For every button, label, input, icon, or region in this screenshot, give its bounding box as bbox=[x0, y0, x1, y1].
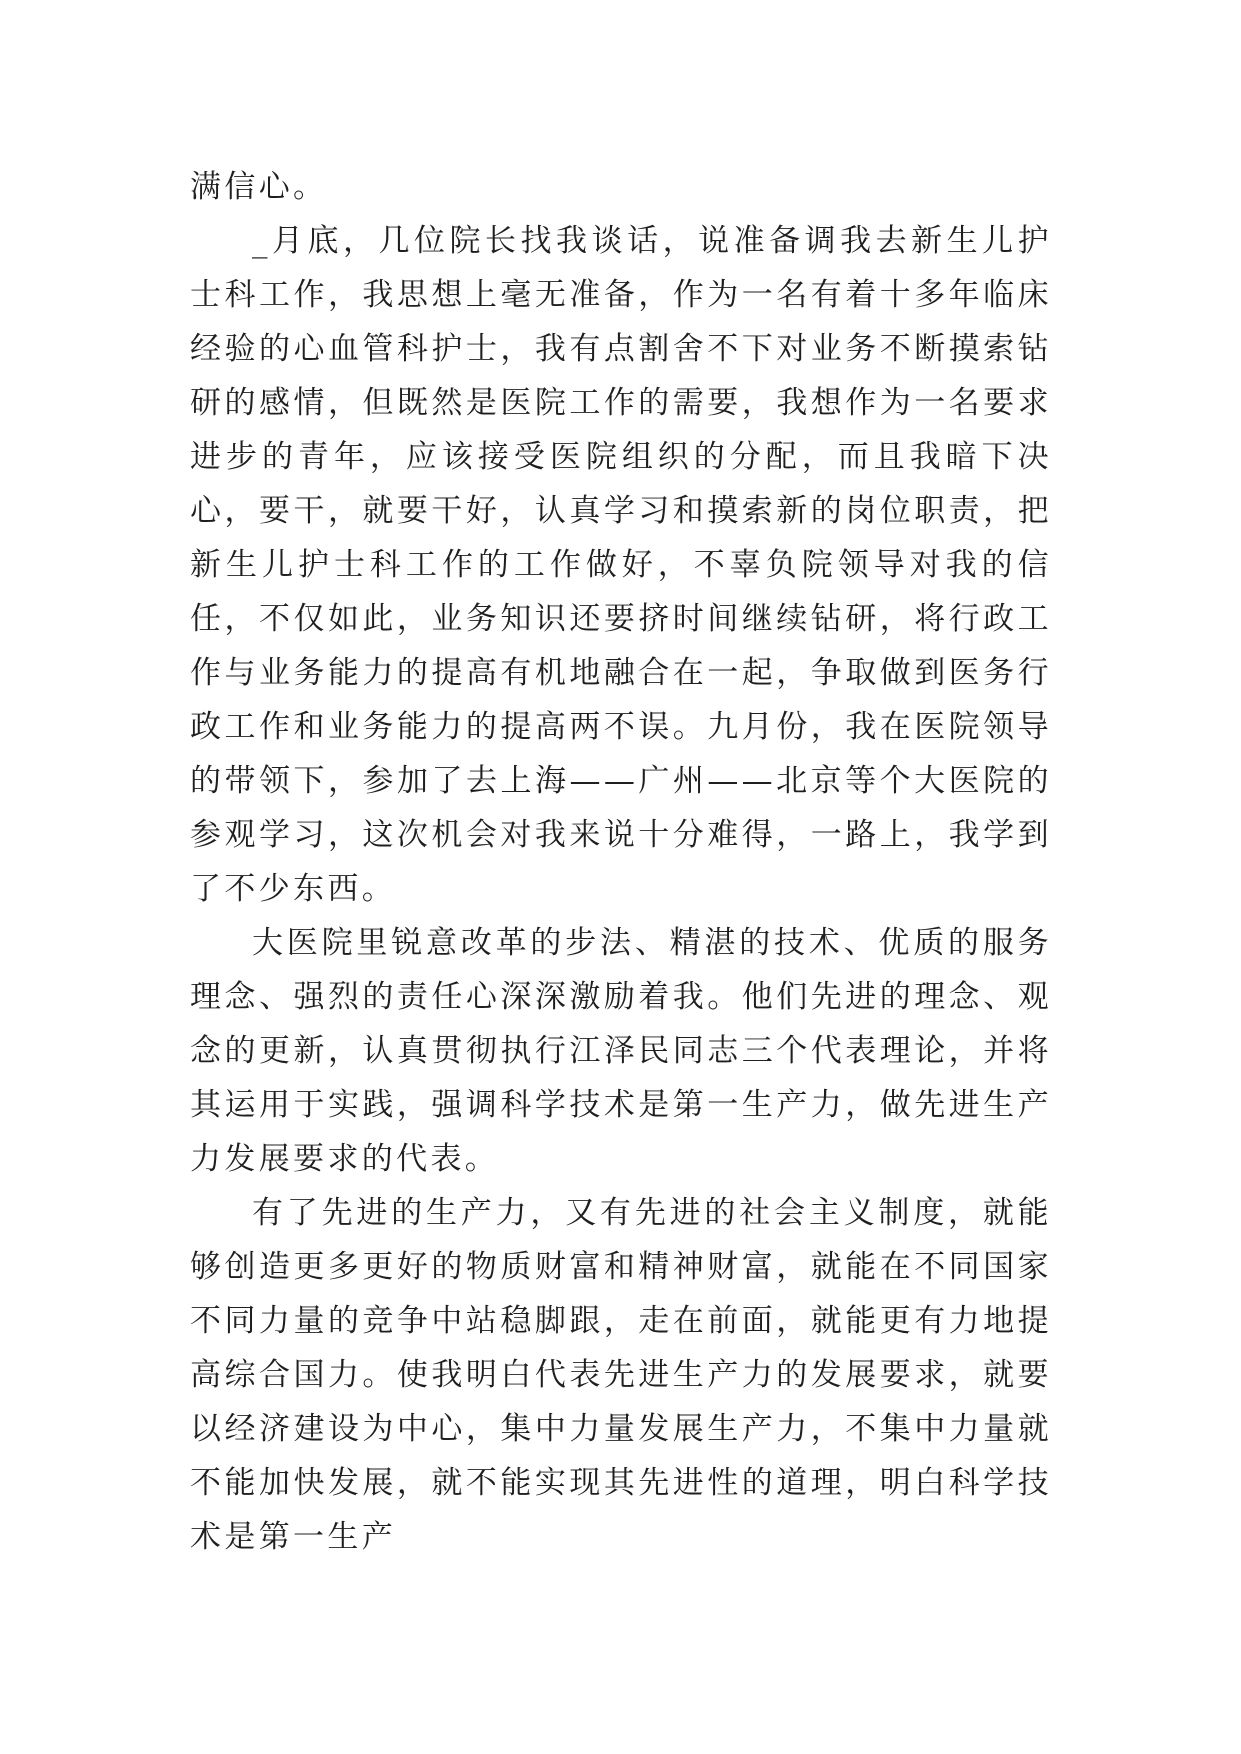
paragraph: 有了先进的生产力，又有先进的社会主义制度，就能够创造更多更好的物质财富和精神财富，就能在不同国家不同力量的竞争中站稳脚跟，走在前面，就能更有力地提高综合国力。使我明白代表先进生产力的发展要求，就要以经济建设为中心，集中力量发展生产力，不集中力量就不能加快发展，就不能实现其先进性的道理，明白科学技术是第一生产 bbox=[190, 1195, 1052, 1555]
paragraph: 大医院里锐意改革的步法、精湛的技术、优质的服务理念、强烈的责任心深深激励着我。他们先进的理念、观念的更新，认真贯彻执行江泽民同志三个代表理论，并将其运用于实践，强调科学技术是第一生产力，做先进生产力发展要求的代表。 bbox=[190, 925, 1052, 1177]
paragraph-continued: 满信心。 bbox=[190, 169, 328, 205]
paragraph: _月底，几位院长找我谈话，说准备调我去新生儿护士科工作，我思想上毫无准备，作为一名有着十多年临床经验的心血管科护士，我有点割舍不下对业务不断摸索钻研的感情，但既然是医院工作的需要，我想作为一名要求进步的青年，应该接受医院组织的分配，而且我暗下决心，要干，就要干好，认真学习和摸索新的岗位职责，把新生儿护士科工作的工作做好，不辜负院领导对我的信任，不仅如此，业务知识还要挤时间继续钻研，将行政工作与业务能力的提高有机地融合在一起，争取做到医务行政工作和业务能力的提高两不误。九月份，我在医院领导的带领下，参加了去上海——广州——北京等个大医院的参观学习，这次机会对我来说十分难得，一路上，我学到了不少东西。 bbox=[190, 223, 1052, 907]
body-text bbox=[190, 160, 1052, 1564]
